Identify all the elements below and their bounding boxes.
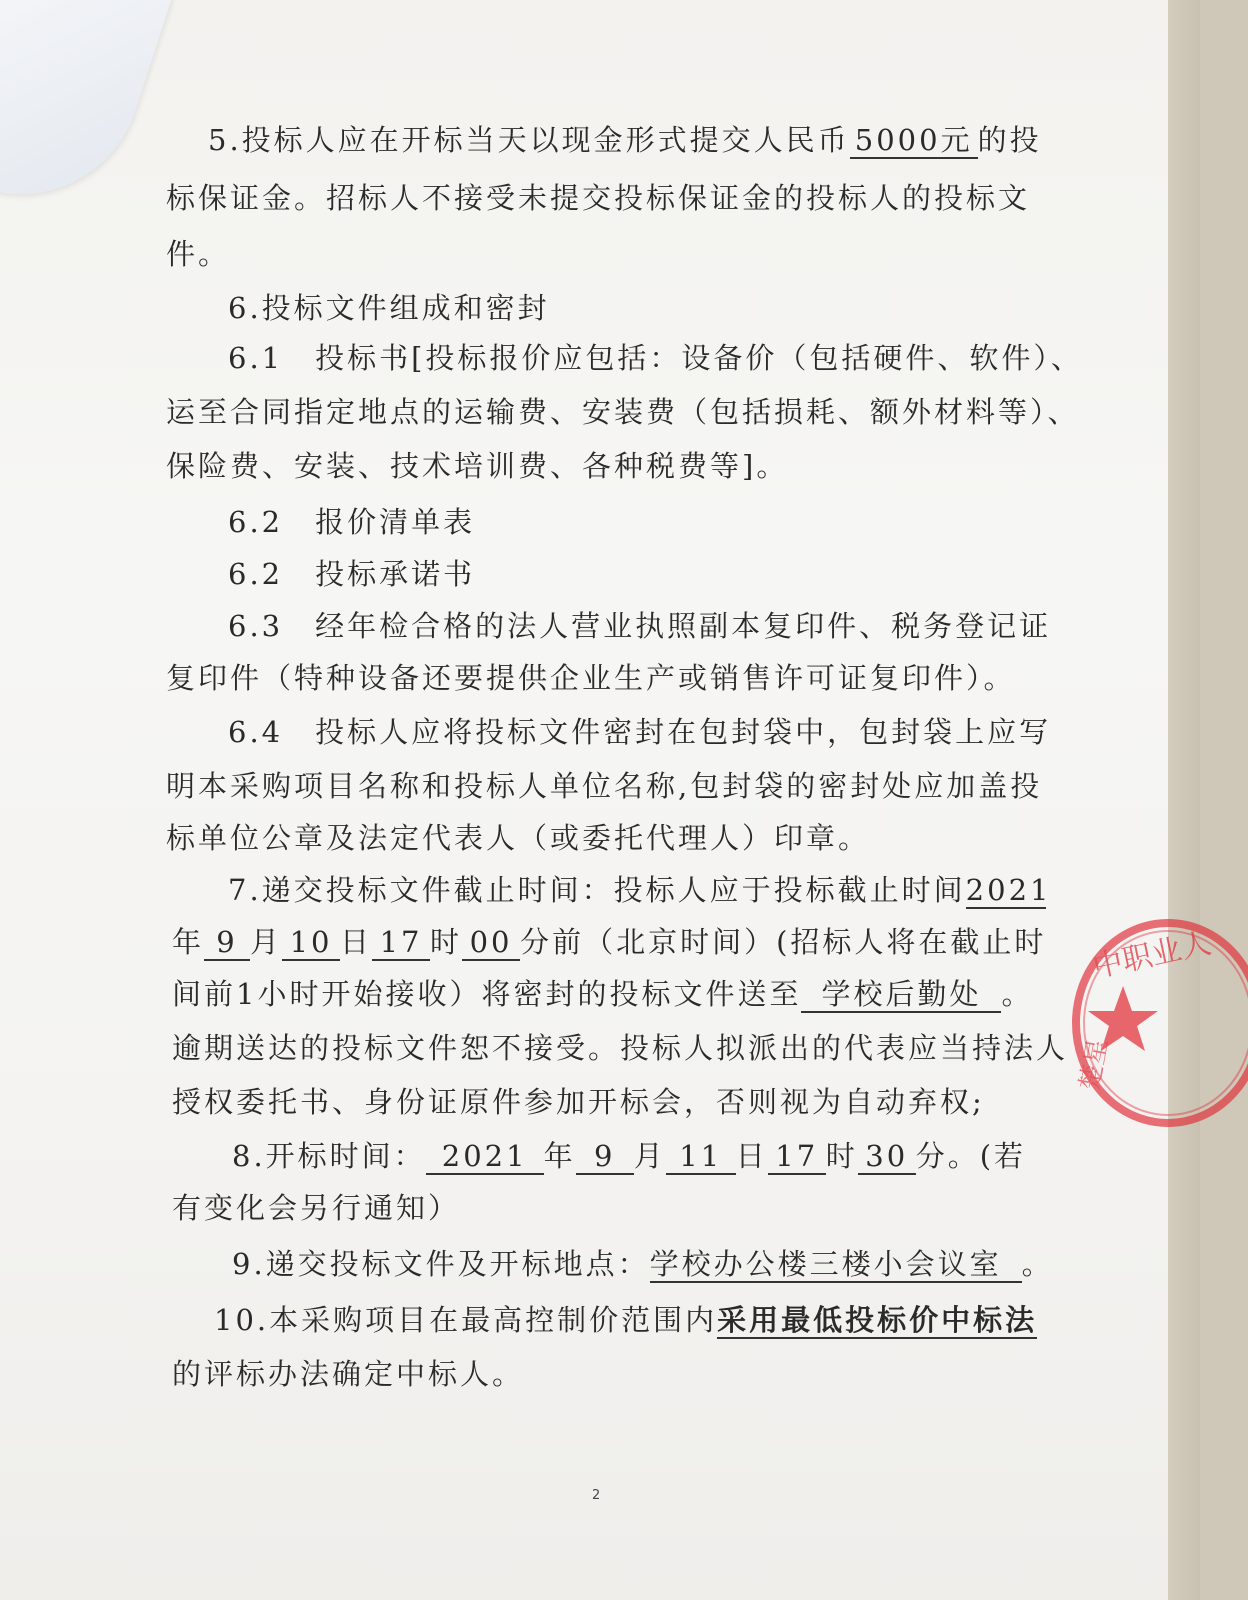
deadline-day-suffix: 日 — [340, 925, 373, 959]
para-9-text-a: 9.递交投标文件及开标地点： — [232, 1247, 650, 1281]
para-6-3-line-1: 6.3 经年检合格的法人营业执照副本复印件、税务登记证 — [228, 609, 1052, 643]
deadline-minute: 00 — [462, 928, 520, 961]
deadline-year: 2021 — [965, 873, 1052, 907]
official-seal-stamp — [1068, 918, 1248, 1128]
deadline-month: 9 — [204, 928, 250, 961]
para-5-text-b: 的投 — [977, 123, 1042, 157]
para-7-line-3 — [172, 972, 1033, 1013]
opening-year: 2021 — [426, 1142, 544, 1175]
para-8-line-1 — [232, 1134, 1026, 1175]
opening-month-suffix: 月 — [633, 1139, 666, 1173]
para-6-heading: 6.投标文件组成和密封 — [228, 291, 550, 325]
para-7-line-5: 授权委托书、身份证原件参加开标会，否则视为自动弃权; — [172, 1085, 985, 1119]
para-5-line-1 — [208, 118, 1042, 159]
para-8-line-1-tail: 分。(若 — [915, 1139, 1027, 1173]
para-7-line-3-text: 间前1小时开始接收）将密封的投标文件送至 — [172, 977, 802, 1011]
para-7-text-a: 7.递交投标文件截止时间：投标人应于投标截止时间 — [228, 873, 966, 907]
para-5-line-2: 标保证金。招标人不接受未提交投标保证金的投标人的投标文 — [166, 181, 1031, 215]
para-6-2-commitment: 6.2 投标承诺书 — [228, 557, 476, 591]
opening-hour-suffix: 时 — [825, 1139, 858, 1173]
opening-hour: 17 — [768, 1142, 826, 1175]
opening-year-suffix: 年 — [543, 1139, 576, 1173]
para-6-2-quote-list: 6.2 报价清单表 — [228, 505, 476, 539]
para-8-line-2: 有变化会另行通知） — [172, 1191, 461, 1225]
para-10-line-2: 的评标办法确定中标人。 — [172, 1357, 525, 1391]
deadline-hour: 17 — [372, 928, 430, 961]
para-6-4-line-3: 标单位公章及法定代表人（或委托代理人）印章。 — [166, 821, 871, 855]
para-9-end: 。 — [1021, 1247, 1054, 1281]
evaluation-method: 采用最低投标价中标法 — [717, 1303, 1038, 1337]
opening-day-suffix: 日 — [735, 1139, 768, 1173]
deadline-month-suffix: 月 — [250, 925, 283, 959]
seal-graphic — [1068, 918, 1248, 1128]
opening-place: 学校办公楼三楼小会议室 — [650, 1250, 1022, 1283]
opening-minute: 30 — [858, 1142, 916, 1175]
opening-day: 11 — [666, 1142, 736, 1175]
deadline-day: 10 — [282, 928, 340, 961]
para-10-text-a: 10.本采购项目在最高控制价范围内 — [214, 1303, 718, 1337]
para-5-line-3: 件。 — [166, 237, 231, 271]
page-number: 2 — [592, 1488, 604, 1503]
para-6-4-line-2: 明本采购项目名称和投标人单位名称,包封袋的密封处应加盖投 — [166, 769, 1043, 803]
para-8-text-a: 8.开标时间： — [232, 1139, 426, 1173]
para-7-line-2 — [172, 920, 1046, 961]
para-5-text-a: 5.投标人应在开标当天以现金形式提交人民币 — [208, 123, 850, 157]
para-7-line-4: 逾期送达的投标文件恕不接受。投标人拟派出的代表应当持法人 — [172, 1031, 1069, 1065]
para-6-1-line-1: 6.1 投标书[投标报价应包括：设备价（包括硬件、软件）、 — [228, 341, 1083, 375]
delivery-place: 学校后勤处 — [801, 980, 1001, 1013]
paper-edge-shadow — [1168, 0, 1200, 1600]
para-6-3-line-2: 复印件（特种设备还要提供企业生产或销售许可证复印件）。 — [166, 661, 1016, 695]
deadline-year-suffix: 年 — [172, 925, 205, 959]
opening-month: 9 — [576, 1142, 634, 1175]
seal-text: 中职业人 — [1089, 925, 1215, 986]
para-7-line-2-tail: 分前（北京时间）(招标人将在截止时 — [520, 925, 1047, 959]
para-6-1-line-3: 保险费、安装、技术培训费、各种税费等]。 — [166, 449, 789, 483]
para-10-line-1 — [214, 1298, 1037, 1339]
deadline-hour-suffix: 时 — [430, 925, 463, 959]
seal-side-text: 楚星 — [1075, 1036, 1114, 1093]
para-6-4-line-1: 6.4 投标人应将投标文件密封在包封袋中，包封袋上应写 — [228, 715, 1052, 749]
para-9-line-1 — [232, 1242, 1054, 1283]
para-7-line-1 — [228, 868, 1052, 909]
para-6-1-line-2: 运至合同指定地点的运输费、安装费（包括损耗、额外材料等）、 — [166, 395, 1080, 429]
para-7-line-3-end: 。 — [1001, 977, 1034, 1011]
deposit-amount: 5000元 — [850, 126, 978, 159]
